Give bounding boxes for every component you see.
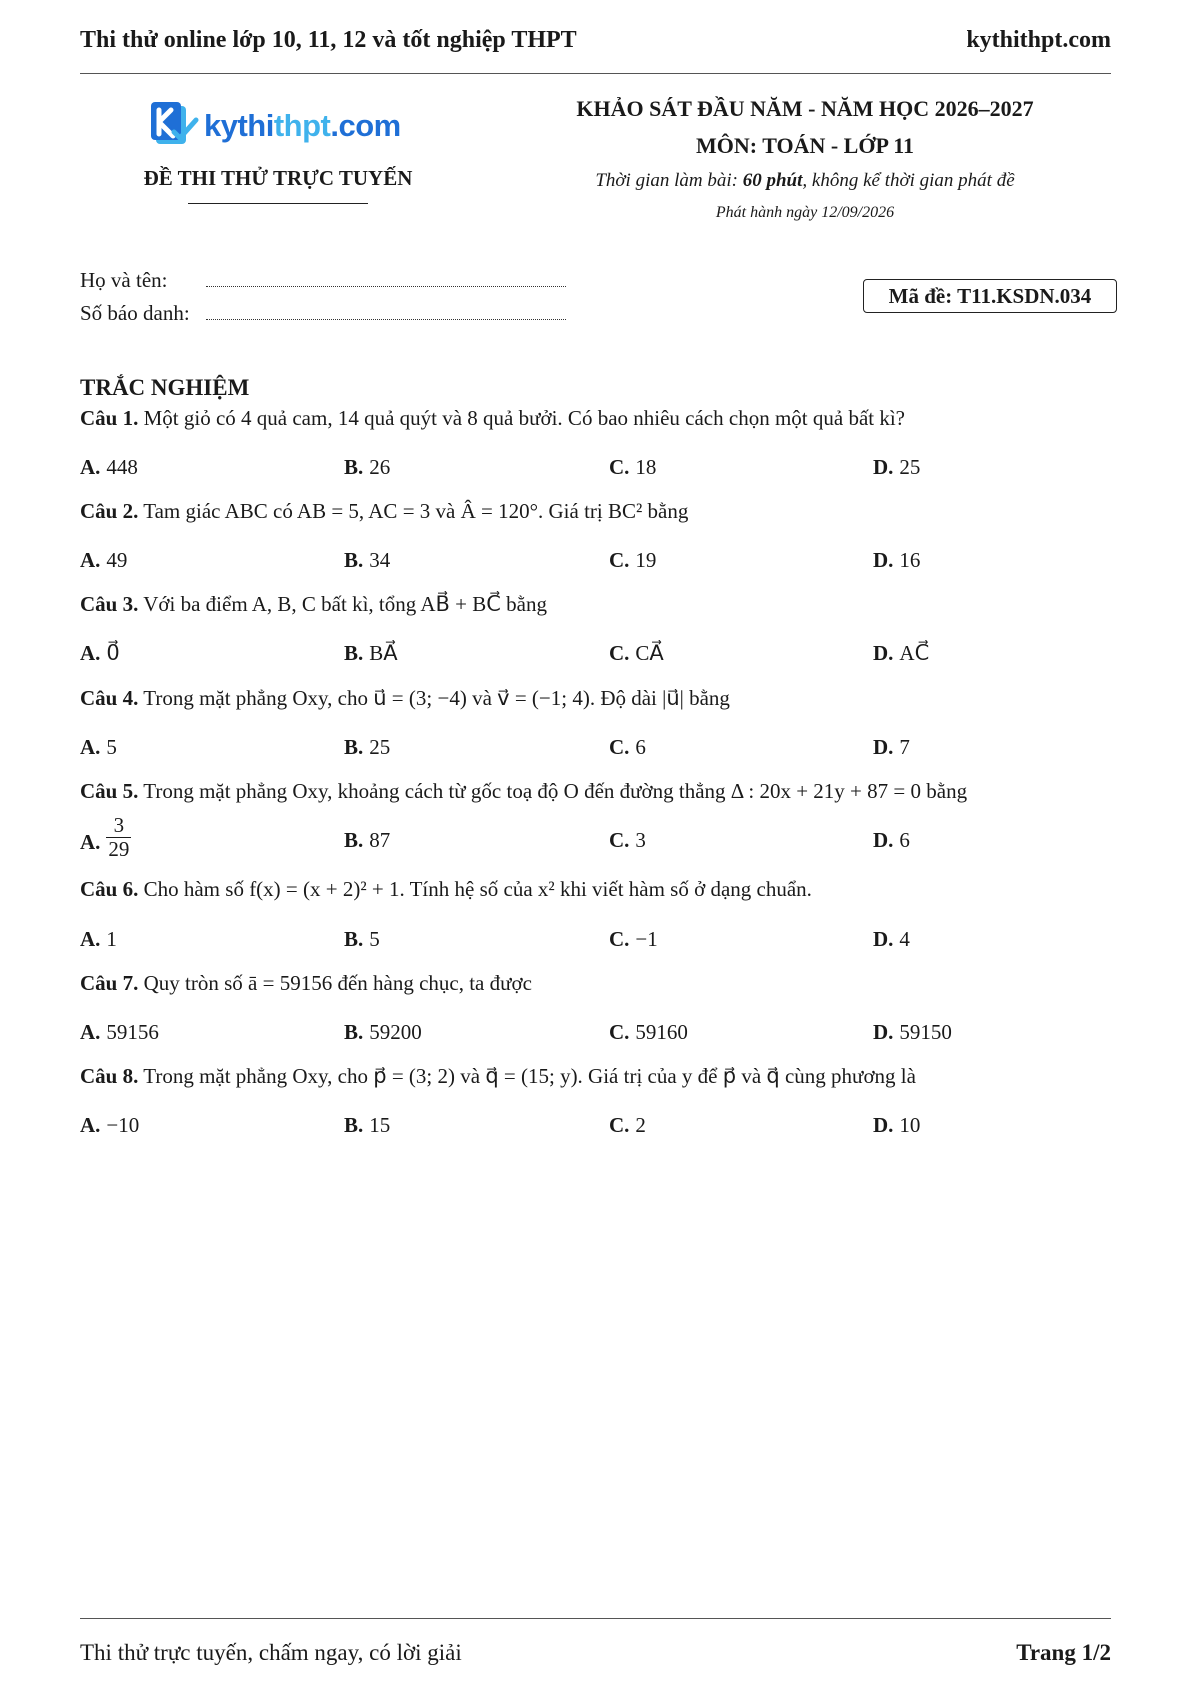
option-label: B. xyxy=(344,1020,364,1044)
answer-option-d[interactable] xyxy=(873,455,920,480)
answer-option-a[interactable] xyxy=(80,813,131,862)
option-text: 49 xyxy=(106,548,128,572)
answer-option-c[interactable] xyxy=(609,548,656,573)
option-text: 3 xyxy=(635,828,646,852)
answer-option-b[interactable] xyxy=(344,1113,390,1138)
fraction-numerator: 3 xyxy=(106,814,131,838)
question-label: Câu 3. xyxy=(80,592,139,616)
option-label: B. xyxy=(344,641,364,665)
option-label: A. xyxy=(80,735,101,759)
answer-option-b[interactable] xyxy=(344,735,390,760)
section-title: TRẮC NGHIỆM xyxy=(80,375,250,400)
question-label: Câu 6. xyxy=(80,877,139,901)
option-label: C. xyxy=(609,828,630,852)
answer-option-c[interactable] xyxy=(609,1020,688,1045)
option-text: 7 xyxy=(899,735,910,759)
option-text: 6 xyxy=(899,828,910,852)
logo-subtitle: ĐỀ THI THỬ TRỰC TUYẾN xyxy=(143,166,413,190)
option-label: A. xyxy=(80,927,101,951)
document-check-icon xyxy=(150,100,200,152)
answer-option-b[interactable] xyxy=(344,641,398,666)
subtitle-underline xyxy=(188,203,368,204)
question-3 xyxy=(80,592,1120,617)
option-text: BA⃗ xyxy=(369,641,398,665)
option-text: 25 xyxy=(369,735,391,759)
option-label: A. xyxy=(80,1020,101,1044)
exam-code-box: Mã đề: T11.KSDN.034 xyxy=(863,279,1117,313)
question-1 xyxy=(80,406,1120,431)
name-label: Họ và tên: xyxy=(80,268,168,292)
option-text: 16 xyxy=(899,548,921,572)
exam-subject: MÔN: TOÁN - LỚP 11 xyxy=(696,133,914,158)
question-label: Câu 1. xyxy=(80,406,139,430)
option-text: 4 xyxy=(899,927,910,951)
option-text: −10 xyxy=(106,1113,140,1137)
option-label: C. xyxy=(609,455,630,479)
fraction-denominator: 29 xyxy=(108,837,130,862)
option-label: B. xyxy=(344,1113,364,1137)
question-2 xyxy=(80,499,1120,524)
answer-option-c[interactable] xyxy=(609,1113,646,1138)
option-label: D. xyxy=(873,455,894,479)
id-label: Số báo danh: xyxy=(80,301,190,325)
option-text: 25 xyxy=(899,455,921,479)
option-label: D. xyxy=(873,828,894,852)
question-5 xyxy=(80,779,1120,804)
answer-option-a[interactable] xyxy=(80,455,138,480)
option-text: 10 xyxy=(899,1113,921,1137)
question-text: Cho hàm số f(x) = (x + 2)² + 1. Tính hệ số của x² khi viết hàm số ở dạng chuẩn. xyxy=(143,877,812,901)
question-text: Một giỏ có 4 quả cam, 14 quả quýt và 8 quả bưởi. Có bao nhiêu cách chọn một quả bất kì? xyxy=(143,406,906,430)
option-text: CA⃗ xyxy=(635,641,664,665)
answer-option-a[interactable] xyxy=(80,1113,139,1138)
option-label: B. xyxy=(344,548,364,572)
exam-title: KHẢO SÁT ĐẦU NĂM - NĂM HỌC 2026–2027 xyxy=(576,96,1034,121)
option-label: A. xyxy=(80,830,101,855)
running-header-right[interactable]: kythithpt.com xyxy=(966,26,1111,53)
answer-option-d[interactable] xyxy=(873,1020,952,1045)
question-label: Câu 4. xyxy=(80,686,139,710)
answer-option-d[interactable] xyxy=(873,548,920,573)
option-text: 1 xyxy=(106,927,117,951)
answer-option-b[interactable] xyxy=(344,455,390,480)
footer-left: Thi thử trực tuyến, chấm ngay, có lời giải xyxy=(80,1640,462,1665)
option-label: B. xyxy=(344,927,364,951)
answer-option-c[interactable] xyxy=(609,455,656,480)
option-label: C. xyxy=(609,1113,630,1137)
question-label: Câu 5. xyxy=(80,779,139,803)
answer-option-c[interactable] xyxy=(609,828,646,853)
student-name-field[interactable] xyxy=(80,268,566,293)
option-label: C. xyxy=(609,548,630,572)
option-label: C. xyxy=(609,641,630,665)
option-text: 34 xyxy=(369,548,391,572)
option-text: 59156 xyxy=(106,1020,159,1044)
page-number: Trang 1/2 xyxy=(1016,1640,1111,1665)
option-label: C. xyxy=(609,1020,630,1044)
logo-wordmark: kythithpt.com xyxy=(204,108,401,143)
option-text: 5 xyxy=(369,927,380,951)
option-text: 5 xyxy=(106,735,117,759)
question-text: Trong mặt phẳng Oxy, khoảng cách từ gốc toạ độ O đến đường thẳng Δ : 20x + 21y + 87 = 0 bằng xyxy=(143,779,968,803)
option-text: 0⃗ xyxy=(106,641,120,665)
option-label: A. xyxy=(80,641,101,665)
answer-option-b[interactable] xyxy=(344,548,390,573)
option-label: A. xyxy=(80,548,101,572)
option-text: −1 xyxy=(635,927,658,951)
option-text: 15 xyxy=(369,1113,391,1137)
answer-option-a[interactable] xyxy=(80,641,120,666)
answer-option-c[interactable] xyxy=(609,641,664,666)
student-id-field[interactable] xyxy=(80,301,566,326)
site-logo xyxy=(150,100,401,152)
question-label: Câu 2. xyxy=(80,499,139,523)
option-text: 2 xyxy=(635,1113,646,1137)
answer-option-d[interactable] xyxy=(873,735,910,760)
question-label: Câu 8. xyxy=(80,1064,139,1088)
header-rule xyxy=(80,73,1111,74)
option-label: D. xyxy=(873,548,894,572)
option-label: C. xyxy=(609,735,630,759)
question-6 xyxy=(80,877,1120,902)
footer-rule xyxy=(80,1618,1111,1619)
option-text: AC⃗ xyxy=(899,641,930,665)
answer-option-c[interactable] xyxy=(609,735,646,760)
answer-option-a[interactable] xyxy=(80,735,117,760)
answer-option-b[interactable] xyxy=(344,828,390,853)
page-footer xyxy=(80,1640,1111,1666)
question-4 xyxy=(80,686,1120,711)
question-8 xyxy=(80,1064,1120,1089)
option-text: 26 xyxy=(369,455,391,479)
option-fraction xyxy=(106,814,131,861)
option-text: 87 xyxy=(369,828,391,852)
option-label: C. xyxy=(609,927,630,951)
option-text: 6 xyxy=(635,735,646,759)
name-blank[interactable] xyxy=(206,270,566,287)
answer-option-b[interactable] xyxy=(344,927,380,952)
question-text: Quy tròn số ā = 59156 đến hàng chục, ta được xyxy=(143,971,532,995)
exam-duration: Thời gian làm bài: 60 phút, không kể thời gian phát đề xyxy=(595,170,1015,191)
option-text: 448 xyxy=(106,455,138,479)
option-text: 18 xyxy=(635,455,657,479)
id-blank[interactable] xyxy=(206,303,566,320)
question-7 xyxy=(80,971,1120,996)
option-label: B. xyxy=(344,735,364,759)
answer-option-c[interactable] xyxy=(609,927,658,952)
answer-option-d[interactable] xyxy=(873,828,910,853)
option-label: B. xyxy=(344,455,364,479)
option-text: 59200 xyxy=(369,1020,422,1044)
option-label: D. xyxy=(873,641,894,665)
question-text: Trong mặt phẳng Oxy, cho p⃗ = (3; 2) và q⃗ = (15; y). Giá trị của y để p⃗ và q⃗ cùng phương là xyxy=(143,1064,916,1088)
release-date: Phát hành ngày 12/09/2026 xyxy=(715,204,895,221)
running-header-left: Thi thử online lớp 10, 11, 12 và tốt nghiệp THPT xyxy=(80,26,577,53)
answer-option-a[interactable] xyxy=(80,927,117,952)
answer-option-d[interactable] xyxy=(873,1113,920,1138)
option-label: D. xyxy=(873,1020,894,1044)
question-text: Trong mặt phẳng Oxy, cho u⃗ = (3; −4) và v⃗ = (−1; 4). Độ dài |u⃗| bằng xyxy=(143,686,730,710)
option-text: 59150 xyxy=(899,1020,952,1044)
answer-option-a[interactable] xyxy=(80,548,127,573)
question-text: Với ba điểm A, B, C bất kì, tổng AB⃗ + BC⃗ bằng xyxy=(143,592,547,616)
question-label: Câu 7. xyxy=(80,971,139,995)
answer-option-b[interactable] xyxy=(344,1020,422,1045)
option-label: D. xyxy=(873,927,894,951)
answer-option-d[interactable] xyxy=(873,641,929,666)
option-text: 19 xyxy=(635,548,657,572)
option-label: A. xyxy=(80,455,101,479)
running-header xyxy=(80,22,1111,58)
option-text: 59160 xyxy=(635,1020,688,1044)
answer-option-a[interactable] xyxy=(80,1020,159,1045)
question-text: Tam giác ABC có AB = 5, AC = 3 và Â = 120°. Giá trị BC² bằng xyxy=(143,499,689,523)
option-label: D. xyxy=(873,735,894,759)
option-label: A. xyxy=(80,1113,101,1137)
answer-option-d[interactable] xyxy=(873,927,910,952)
option-label: D. xyxy=(873,1113,894,1137)
option-label: B. xyxy=(344,828,364,852)
